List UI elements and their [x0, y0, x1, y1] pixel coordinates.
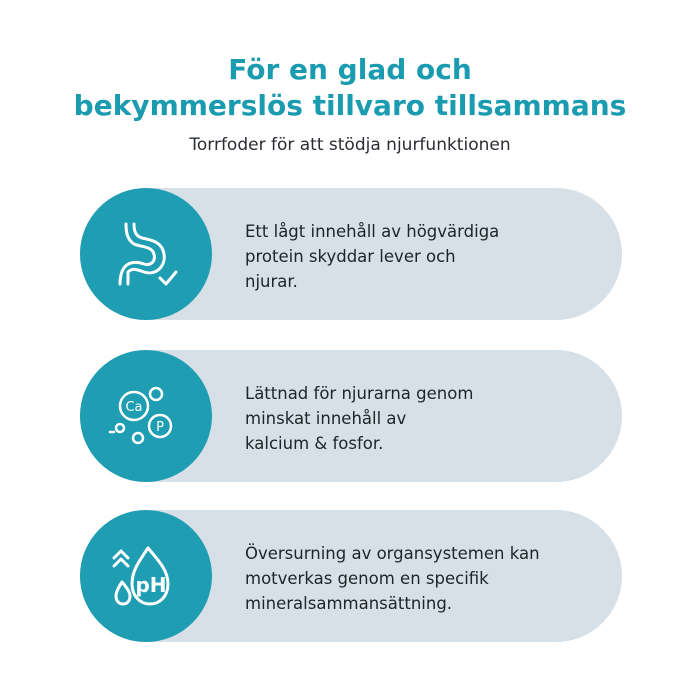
icon-circle	[80, 188, 212, 320]
ph-label: pH	[135, 573, 167, 597]
page-subtitle: Torrfoder för att stödja njurfunktionen	[189, 135, 511, 155]
page-title	[0, 52, 700, 124]
icon-circle	[80, 510, 212, 642]
title-line-1: För en glad och	[228, 53, 472, 86]
feature-text	[245, 381, 595, 456]
icon-circle	[80, 350, 212, 482]
feature-text	[245, 219, 595, 294]
feature-line: Översurning av organsystemen kan	[245, 544, 540, 563]
title-line-2: bekymmerslös tillvaro tillsammans	[73, 89, 627, 122]
feature-text	[245, 541, 595, 616]
feature-line: minskat innehåll av	[245, 409, 407, 428]
feature-line: kalcium & fosfor.	[245, 434, 384, 453]
feature-card-ph	[80, 510, 622, 642]
ph-drop-icon	[104, 534, 188, 618]
calcium-label: Ca	[125, 400, 143, 415]
feature-line: mineralsammansättning.	[245, 594, 453, 613]
feature-line: njurar.	[245, 272, 298, 291]
feature-line: Ett lågt innehåll av högvärdiga	[245, 222, 500, 241]
feature-line: Lättnad för njurarna genom	[245, 384, 474, 403]
feature-card-protein	[80, 188, 622, 320]
feature-line: motverkas genom en specifik	[245, 569, 489, 588]
phosphorus-label: P	[156, 420, 164, 435]
minerals-ca-p-icon	[104, 374, 188, 458]
feature-card-minerals	[80, 350, 622, 482]
feature-line: protein skyddar lever och	[245, 247, 456, 266]
stomach-check-icon	[104, 212, 188, 296]
